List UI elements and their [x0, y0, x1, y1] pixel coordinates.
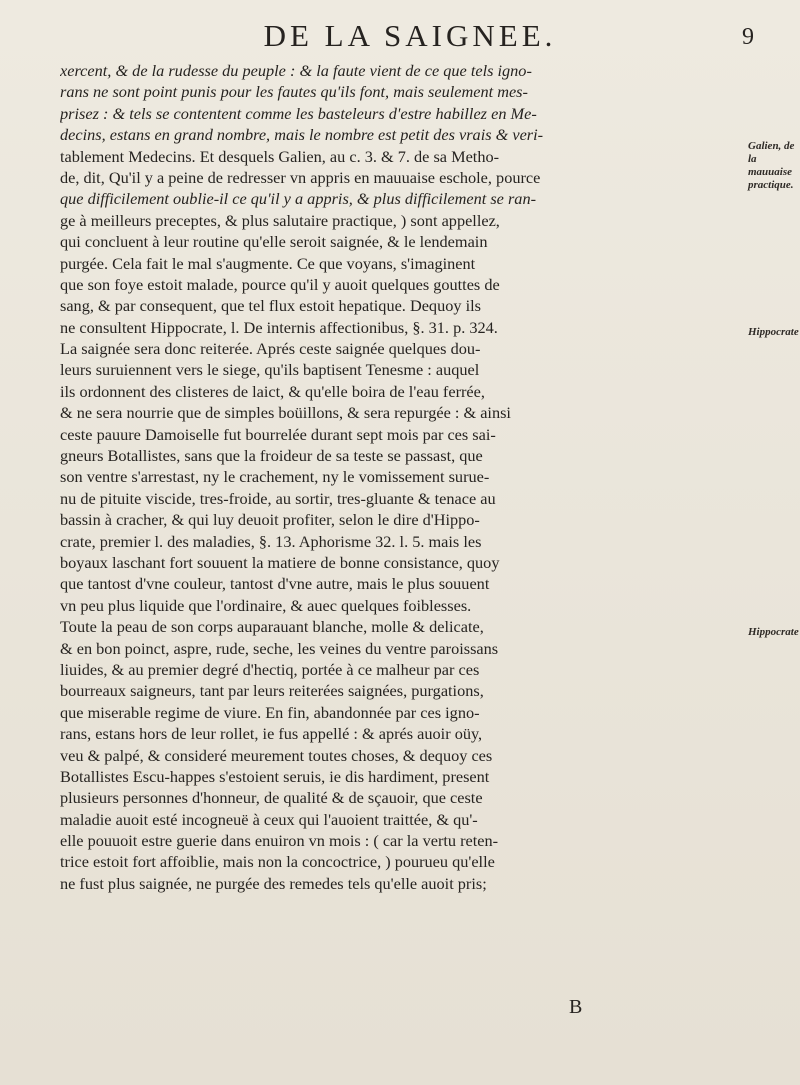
- body-text: [60, 60, 743, 894]
- text-line: gneurs Botallistes, sans que la froideur de sa teste se passast, que: [60, 446, 483, 466]
- text-line: prisez : & tels se contentent comme les basteleurs d'estre habillez en Me-: [60, 103, 537, 123]
- text-line: rans ne sont point punis pour les fautes qu'ils font, mais seulement mes-: [60, 82, 528, 102]
- margin-note-hippocrate-1: Hippocrate: [748, 326, 799, 338]
- text-line: nu de pituite viscide, tres-froide, au sortir, tres-gluante & tenace au: [60, 488, 496, 508]
- text-line: de, dit, Qu'il y a peine de redresser vn appris en mauuaise eschole, pource: [60, 167, 541, 187]
- margin-note-hippocrate-2: Hippocrate: [748, 626, 799, 638]
- running-head: DE LA SAIGNEE.: [263, 18, 557, 53]
- text-line: maladie auoit esté incogneuë à ceux qui l'auoient traittée, & qu'-: [60, 809, 478, 829]
- text-line: que son foye estoit malade, pource qu'il y auoit quelques gouttes de: [60, 274, 500, 294]
- text-line: ils ordonnent des clisteres de laict, & qu'elle boira de l'eau ferrée,: [60, 381, 485, 401]
- text-line: que difficilement oublie-il ce qu'il y a appris, & plus difficilement se ran-: [60, 189, 537, 209]
- text-line: veu & palpé, & consideré meurement toutes choses, & dequoy ces: [60, 745, 493, 765]
- text-line: leurs suruiennent vers le siege, qu'ils baptisent Tenesme : auquel: [60, 360, 480, 380]
- text-line: ge à meilleurs preceptes, & plus salutaire practique, ) sont appellez,: [60, 210, 500, 230]
- text-line: bassin à cracher, & qui luy deuoit profiter, selon le dire d'Hippo-: [60, 510, 480, 530]
- text-line: xercent, & de la rudesse du peuple : & la faute vient de ce que tels igno-: [60, 61, 532, 80]
- text-line: son ventre s'arrestast, ny le crachement, ny le vomissement surue-: [60, 467, 490, 487]
- text-line: ceste pauure Damoiselle fut bourrelée durant sept mois par ces sai-: [60, 424, 496, 444]
- text-line: decins, estans en grand nombre, mais le nombre est petit des vrais & veri-: [60, 125, 544, 145]
- text-line: & en bon poinct, aspre, rude, seche, les veines du ventre paroissans: [60, 638, 499, 658]
- page-number: 9: [742, 24, 754, 50]
- text-line: vn peu plus liquide que l'ordinaire, & auec quelques foiblesses.: [60, 595, 472, 615]
- text-line: que tantost d'vne couleur, tantost d'vne autre, mais le plus souuent: [60, 574, 490, 594]
- text-line: trice estoit fort affoiblie, mais non la concoctrice, ) pourueu qu'elle: [60, 852, 495, 872]
- page-header: [0, 18, 800, 58]
- text-line: ne consultent Hippocrate, l. De internis affectionibus, §. 31. p. 324.: [60, 317, 498, 337]
- text-line: liuides, & au premier degré d'hectiq, portée à ce malheur par ces: [60, 659, 480, 679]
- text-line: bourreaux saigneurs, tant par leurs reiterées saignées, purgations,: [60, 681, 484, 701]
- text-line: crate, premier l. des maladies, §. 13. Aphorisme 32. l. 5. mais les: [60, 531, 482, 551]
- text-line: ne fust plus saignée, ne purgée des remedes tels qu'elle auoit pris;: [60, 873, 487, 893]
- text-line: rans, estans hors de leur rollet, ie fus appellé : & aprés auoir oüy,: [60, 724, 483, 744]
- text-line: Botallistes Escu-happes s'estoient seruis, ie dis hardiment, present: [60, 766, 490, 786]
- signature-mark: B: [569, 996, 583, 1018]
- text-line: boyaux laschant fort souuent la matiere de bonne consistance, quoy: [60, 552, 500, 572]
- text-line: tablement Medecins. Et desquels Galien, au c. 3. & 7. de sa Metho-: [60, 146, 500, 166]
- margin-note-galien: Galien, de la mauuaise practique.: [748, 140, 795, 191]
- text-line: que miserable regime de viure. En fin, abandonnée par ces igno-: [60, 702, 480, 722]
- text-line: & ne sera nourrie que de simples boüillons, & sera repurgée : & ainsi: [60, 403, 511, 423]
- text-line: La saignée sera donc reiterée. Aprés ceste saignée quelques dou-: [60, 339, 481, 359]
- text-line: purgée. Cela fait le mal s'augmente. Ce que voyans, s'imaginent: [60, 253, 476, 273]
- text-line: Toute la peau de son corps auparauant blanche, molle & delicate,: [60, 617, 484, 637]
- text-line: sang, & par consequent, que tel flux estoit hepatique. Dequoy ils: [60, 296, 481, 316]
- text-line: qui concluent à leur routine qu'elle seroit saignée, & le lendemain: [60, 232, 488, 252]
- text-line: plusieurs personnes d'honneur, de qualité & de sçauoir, que ceste: [60, 788, 483, 808]
- text-line: elle pouuoit estre guerie dans enuiron vn mois : ( car la vertu reten-: [60, 831, 499, 851]
